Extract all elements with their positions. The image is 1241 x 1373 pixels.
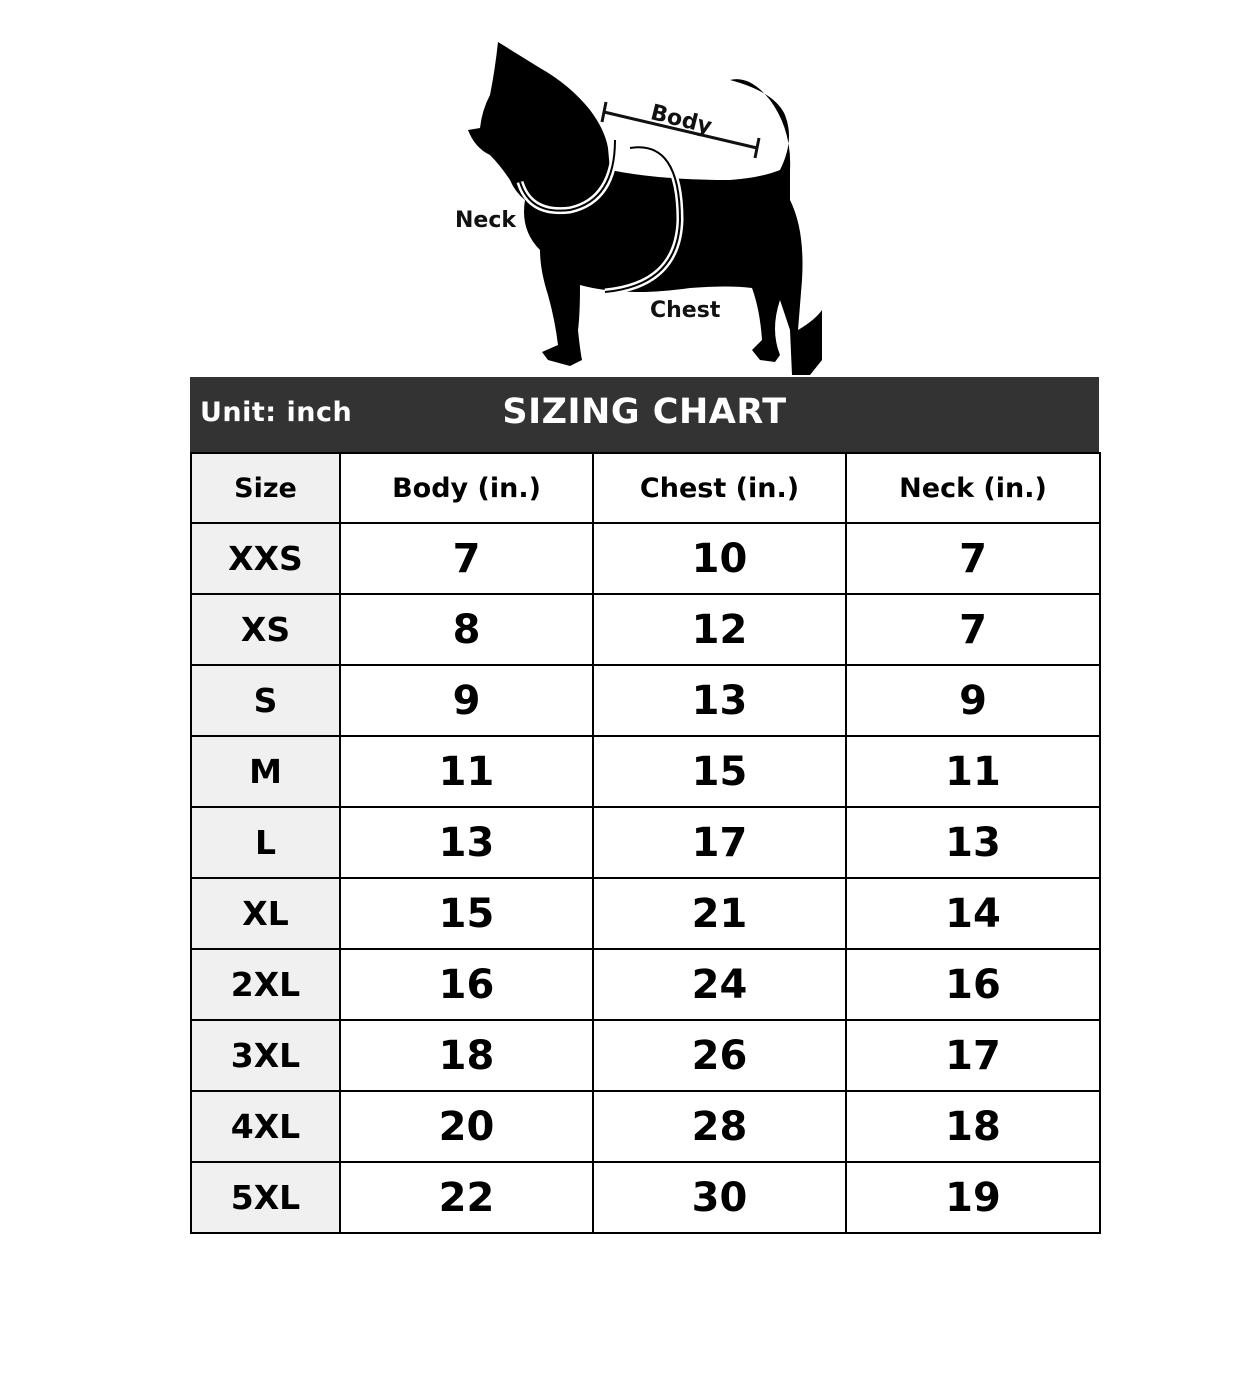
- size-cell: 2XL: [191, 949, 340, 1020]
- table-row: [191, 1091, 1100, 1162]
- size-cell: S: [191, 665, 340, 736]
- neck-value-cell: 14: [846, 878, 1100, 949]
- neck-value-cell: 18: [846, 1091, 1100, 1162]
- table-row: [191, 1162, 1100, 1233]
- column-header-body: Body (in.): [340, 453, 593, 523]
- neck-value-cell: 17: [846, 1020, 1100, 1091]
- body-value-cell: 15: [340, 878, 593, 949]
- size-cell: 5XL: [191, 1162, 340, 1233]
- body-value-cell: 18: [340, 1020, 593, 1091]
- table-row: [191, 665, 1100, 736]
- body-value-cell: 7: [340, 523, 593, 594]
- size-cell: 4XL: [191, 1091, 340, 1162]
- table-row: [191, 594, 1100, 665]
- chest-value-cell: 10: [593, 523, 846, 594]
- dog-silhouette: [468, 42, 822, 375]
- chest-value-cell: 28: [593, 1091, 846, 1162]
- table-row: [191, 1020, 1100, 1091]
- chest-value-cell: 17: [593, 807, 846, 878]
- column-header-size: Size: [191, 453, 340, 523]
- neck-value-cell: 13: [846, 807, 1100, 878]
- chest-value-cell: 13: [593, 665, 846, 736]
- size-cell: XS: [191, 594, 340, 665]
- neck-label: Neck: [455, 208, 517, 233]
- neck-value-cell: 9: [846, 665, 1100, 736]
- chest-value-cell: 24: [593, 949, 846, 1020]
- chest-label: Chest: [650, 298, 721, 323]
- size-cell: XXS: [191, 523, 340, 594]
- unit-label: Unit: inch: [200, 397, 353, 428]
- body-value-cell: 16: [340, 949, 593, 1020]
- chart-title: SIZING CHART: [502, 392, 787, 432]
- body-value-cell: 8: [340, 594, 593, 665]
- neck-value-cell: 16: [846, 949, 1100, 1020]
- column-header-neck: Neck (in.): [846, 453, 1100, 523]
- size-cell: XL: [191, 878, 340, 949]
- chest-value-cell: 15: [593, 736, 846, 807]
- chest-value-cell: 12: [593, 594, 846, 665]
- body-label: Body: [648, 100, 715, 140]
- chest-value-cell: 21: [593, 878, 846, 949]
- neck-value-cell: 11: [846, 736, 1100, 807]
- sizing-chart: [190, 377, 1099, 1234]
- chest-value-cell: 30: [593, 1162, 846, 1233]
- dog-measurement-diagram: [430, 30, 850, 380]
- neck-value-cell: 7: [846, 594, 1100, 665]
- body-value-cell: 22: [340, 1162, 593, 1233]
- body-value-cell: 13: [340, 807, 593, 878]
- chart-header-bar: [190, 377, 1099, 452]
- body-value-cell: 20: [340, 1091, 593, 1162]
- size-cell: M: [191, 736, 340, 807]
- column-header-chest: Chest (in.): [593, 453, 846, 523]
- body-value-cell: 9: [340, 665, 593, 736]
- size-cell: 3XL: [191, 1020, 340, 1091]
- table-row: [191, 523, 1100, 594]
- table-row: [191, 949, 1100, 1020]
- table-header-row: [191, 453, 1100, 523]
- body-value-cell: 11: [340, 736, 593, 807]
- chest-value-cell: 26: [593, 1020, 846, 1091]
- table-row: [191, 736, 1100, 807]
- neck-value-cell: 19: [846, 1162, 1100, 1233]
- size-table: [190, 452, 1101, 1234]
- table-row: [191, 807, 1100, 878]
- table-row: [191, 878, 1100, 949]
- size-cell: L: [191, 807, 340, 878]
- dog-silhouette-illustration: [430, 30, 850, 380]
- neck-value-cell: 7: [846, 523, 1100, 594]
